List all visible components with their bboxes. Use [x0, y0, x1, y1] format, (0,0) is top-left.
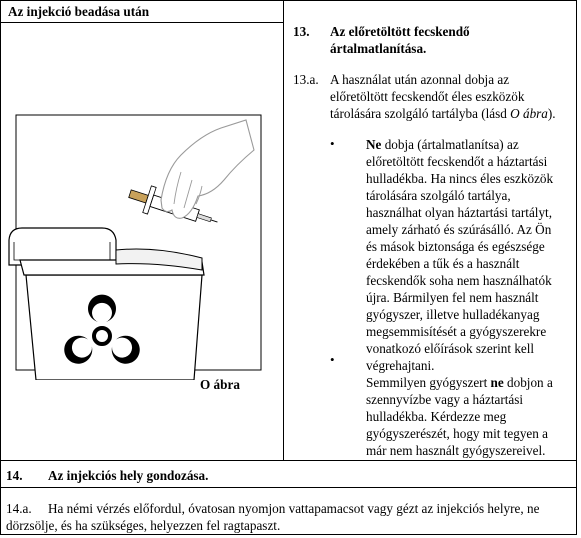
bullet2-line: hulladékba. Kérdezze meg — [366, 409, 507, 424]
sharps-disposal-illustration — [6, 110, 276, 380]
left-header: Az injekció beadása után — [8, 4, 150, 19]
bullet1-line: vonatkozó előírások szerint kell — [366, 341, 535, 356]
bullet2-marker: • — [330, 352, 335, 367]
step14a-line1: Ha némi vérzés előfordul, óvatosan nyomjon vattapamacsot vagy gézt az injekciós helyre, ne — [48, 501, 540, 516]
step13-title-line1: Az előretöltött fecskendő — [330, 24, 470, 39]
bullet1-line: és mások biztonsága és egészsége — [366, 239, 545, 254]
bullet1-line: újra. Bármilyen fel nem használt — [366, 290, 539, 305]
step13a-line1: A használat után azonnal dobja az — [330, 72, 510, 87]
bullet2-line: már nem használt gyógyszereivel. — [366, 443, 546, 458]
step14a-number: 14.a. — [6, 501, 32, 516]
container-body — [26, 275, 202, 380]
row-divider-14a — [0, 487, 577, 488]
row-divider-14 — [0, 460, 577, 461]
bullet1-line: tárolására szolgáló tartálya, — [366, 188, 511, 203]
step14a-line2: dörzsölje, és ha szükséges, helyezzen fel ragtapaszt. — [6, 518, 281, 533]
step13-title-line2: ártalmatlanítása. — [330, 41, 427, 56]
step14-number: 14. — [6, 468, 23, 483]
bullet1-line: amely zárható és szúrásálló. Az Ön — [366, 222, 552, 237]
step13-number: 13. — [293, 24, 310, 39]
step13a-line2: előretöltött fecskendőt éles eszközök — [330, 89, 525, 104]
step14-title: Az injekciós hely gondozása. — [48, 468, 209, 483]
bullet1-line: gyógyszer, illetve hulladékanyag — [366, 307, 540, 322]
bullet1-marker: • — [330, 136, 335, 151]
bullet1-line: érdekében a tűk és a használt — [366, 256, 520, 271]
figure-caption: O ábra — [200, 377, 240, 392]
bullet2-line: gyógyszerészét, hogy mit tegyen a — [366, 426, 549, 441]
bullet2-line: szennyvízbe vagy a háztartási — [366, 392, 524, 407]
bullet1-line: előretöltött fecskendőt a háztartási — [366, 154, 548, 169]
bullet1-line: használhat olyan háztartási tartályt, — [366, 205, 553, 220]
column-divider — [283, 0, 284, 460]
bullet1-line: végrehajtani. — [366, 358, 435, 373]
hand-icon — [161, 120, 254, 218]
bullet1-line: hulladékba. Ha nincs éles eszközök — [366, 171, 554, 186]
bullet1-line: megsemmisítését a gyógyszerekre — [366, 324, 547, 339]
step13a-line3: tárolására szolgáló tartályba (lásd O ábra). — [330, 106, 556, 121]
bullet2-line1: Semmilyen gyógyszert ne dobjon a — [366, 375, 553, 390]
step13a-number: 13.a. — [293, 72, 319, 87]
bullet1-line: fecskendők soha nem használhatók — [366, 273, 552, 288]
header-divider — [0, 22, 283, 23]
bullet1-line1: Ne dobja (ártalmatlanítsa) az — [366, 137, 519, 152]
